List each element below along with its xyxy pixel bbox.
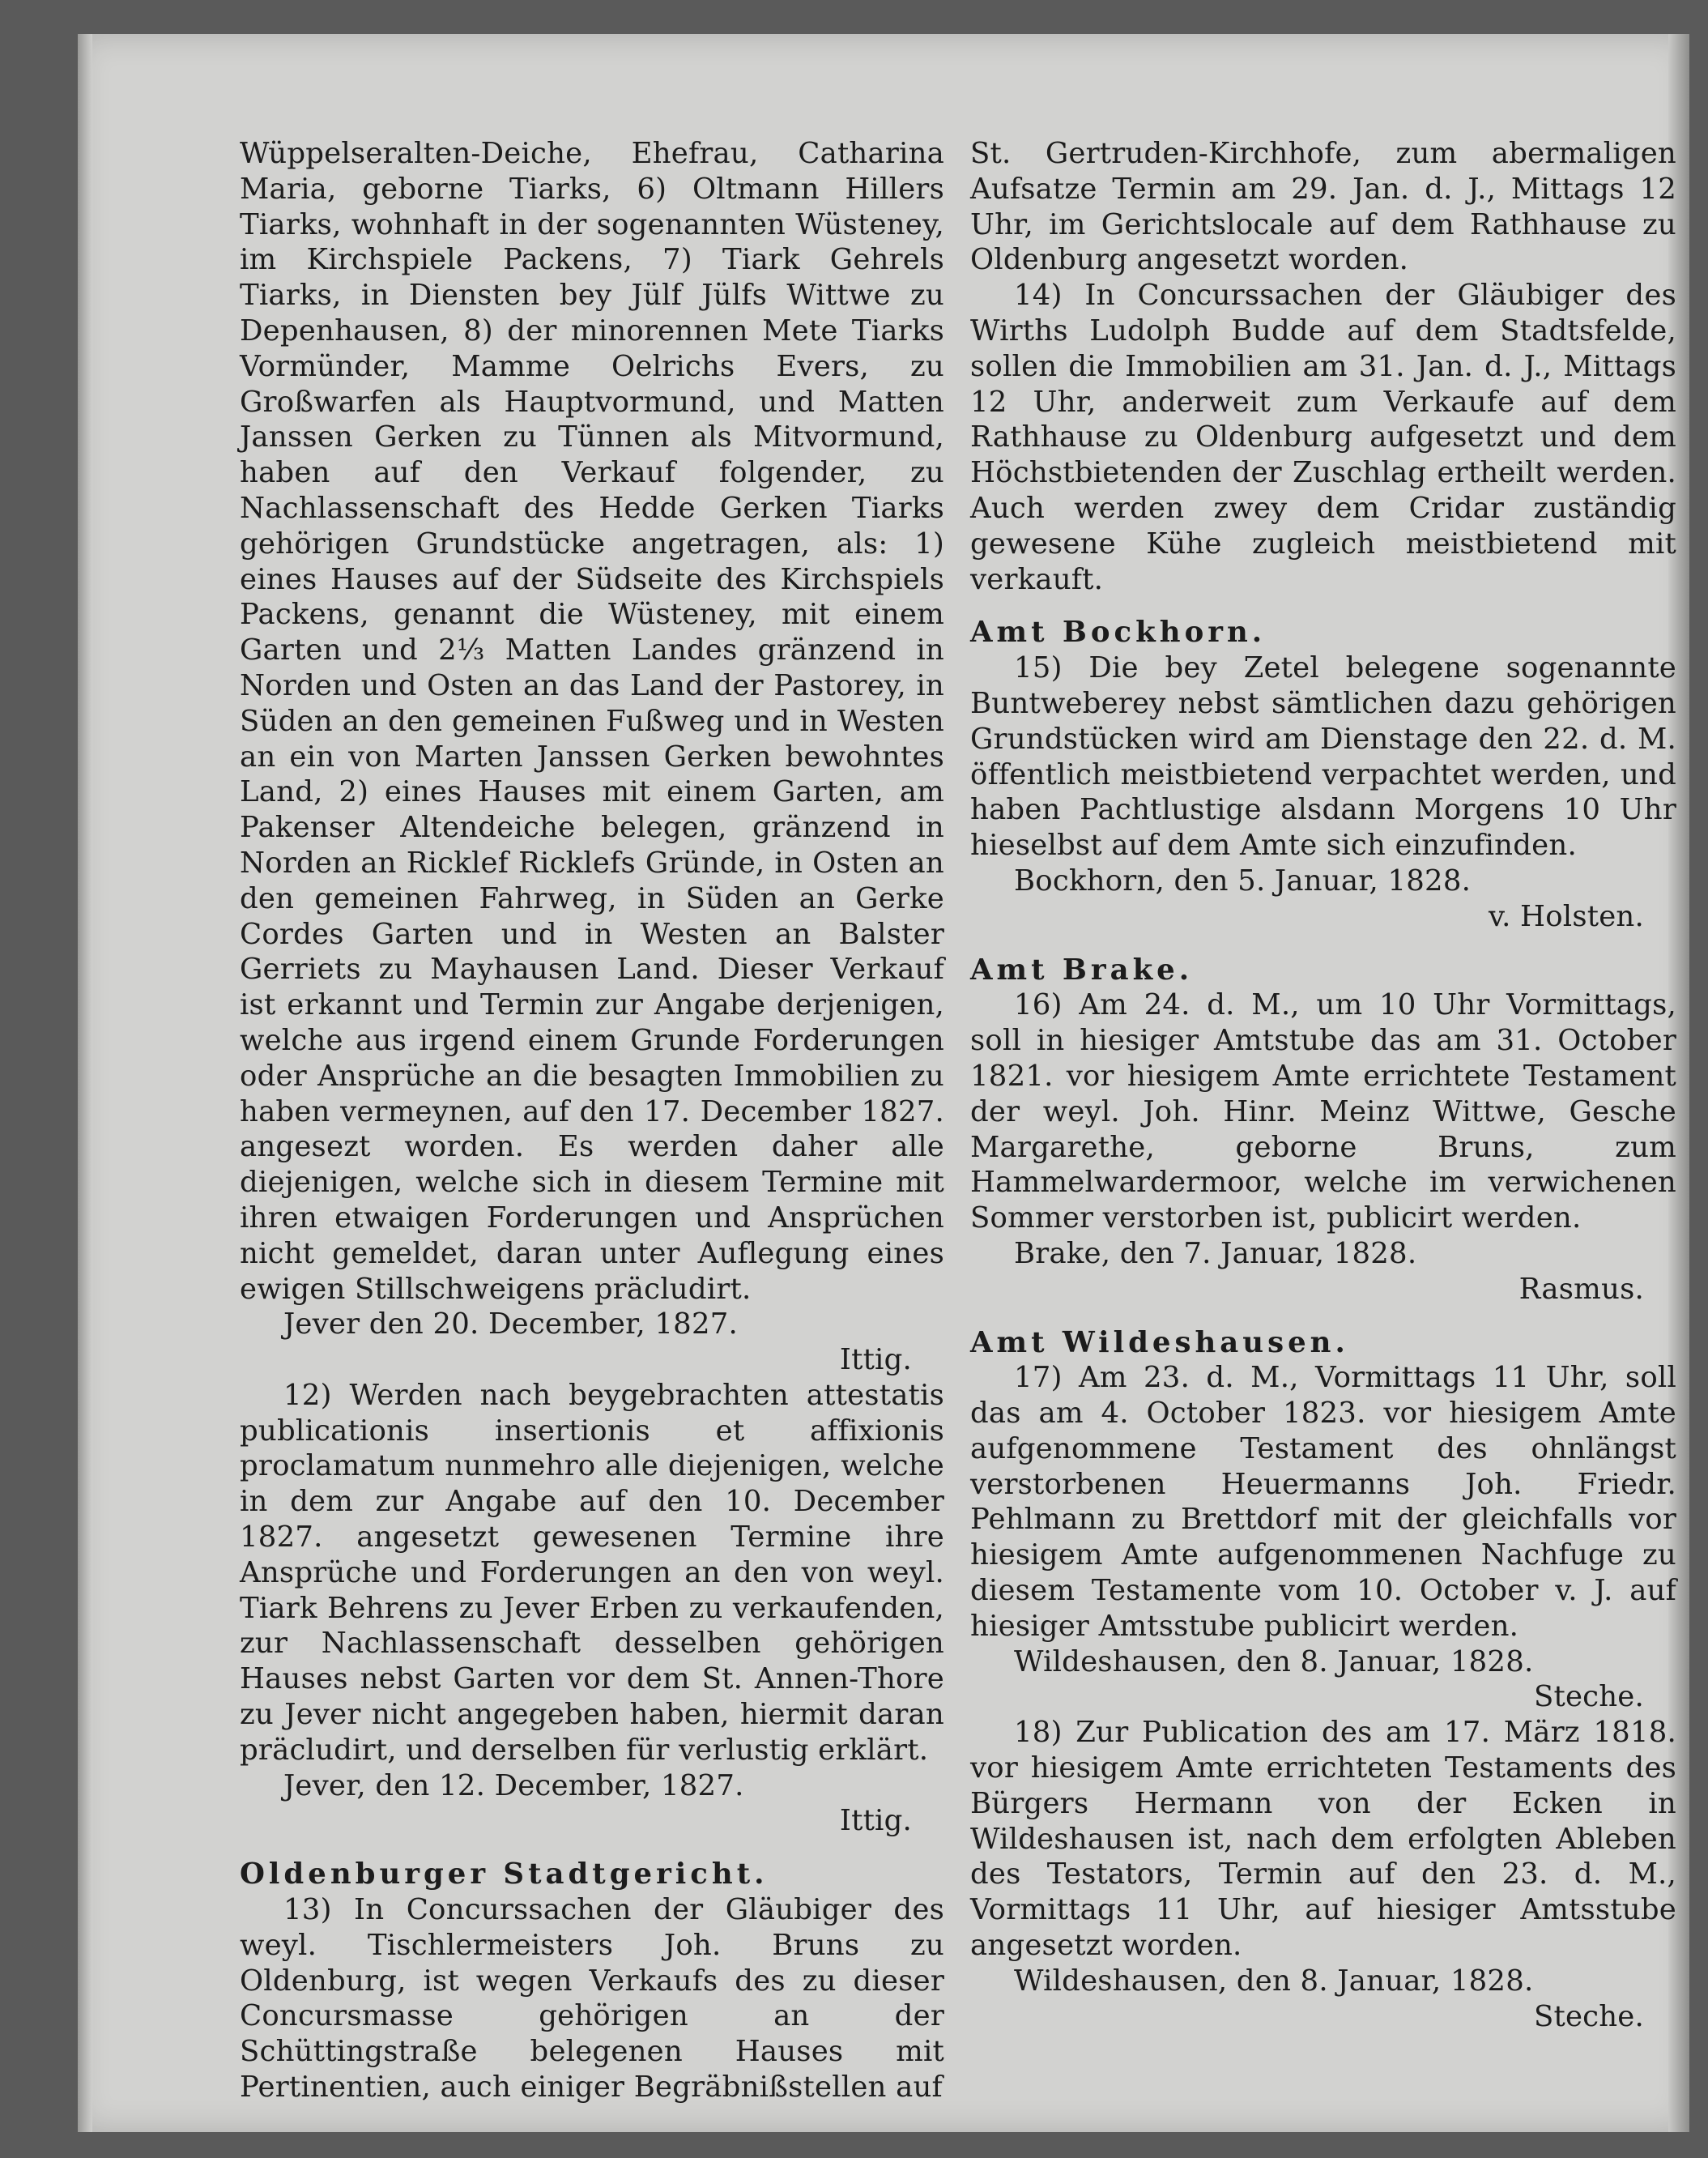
date-line: Jever den 20. December, 1827.	[283, 1307, 739, 1341]
date-line: Jever, den 12. December, 1827.	[283, 1768, 744, 1802]
notice-16: 16) Am 24. d. M., um 10 Uhr Vormittags, soll in hiesiger Amtstube das am 31. October 1821. vor hiesigem Amte errichtete Testament der weyl. Joh. Hinr. Meinz Wittwe, Gesche Margarethe, geborne Bruns, zum Hammelwardermoor, welche im verwichenen Sommer verstorben ist, publicirt werden.	[970, 988, 1676, 1235]
signature: v. Holsten.	[1489, 899, 1644, 933]
notice-15: 15) Die bey Zetel belegene sogenannte Buntweberey nebst sämtlichen dazu gehörigen Grundstücken wird am Dienstage den 22. d. M. öffentlich meistbietend verpachtet werden, und haben Pachtlustige alsdann Morgens 10 Uhr hieselbst auf dem Amte sich einzufinden.	[970, 651, 1676, 863]
date-line: Wildeshausen, den 8. Januar, 1828.	[1014, 1644, 1534, 1678]
section-heading-stadtgericht: Oldenburger Stadtgericht.	[240, 1857, 769, 1891]
date-line: Bockhorn, den 5. Januar, 1828.	[1014, 864, 1472, 898]
signature: Steche.	[1533, 1999, 1644, 2033]
left-column	[240, 136, 944, 2105]
right-column	[970, 136, 1676, 2034]
notice-12: 12) Werden nach beygebrachten attestatis publicationis insertionis et affixionis proclamatum nunmehro alle diejenigen, welche in dem zur Angabe auf den 10. December 1827. angesetzt gewesenen Termine ihre Ansprüche und Forderungen an den von weyl. Tiark Behrens zu Jever Erben zu verkaufenden, zur Nachlassenschaft desselben gehörigen Hauses nebst Garten vor dem St. Annen-Thore zu Jever nicht angegeben haben, hiermit daran präcludirt, und derselben für verlustig erklärt.	[240, 1378, 944, 1767]
date-line: Brake, den 7. Januar, 1828.	[1014, 1236, 1417, 1270]
section-heading-bockhorn: Amt Bockhorn.	[970, 616, 1267, 650]
signature: Rasmus.	[1518, 1272, 1644, 1306]
signature: Ittig.	[839, 1343, 912, 1377]
section-heading-wildeshausen: Amt Wildeshausen.	[970, 1325, 1349, 1359]
notice-17: 17) Am 23. d. M., Vormittags 11 Uhr, soll das am 4. October 1823. vor hiesigem Amte aufgenommene Testament des ohnlängst verstorbenen Heuermanns Joh. Friedr. Pehlmann zu Brettdorf mit der gleichfalls vor hiesigem Amte aufgenommenen Nachfuge zu diesem Testamente vom 10. October v. J. auf hiesiger Amtsstube publicirt werden.	[970, 1361, 1676, 1643]
date-line: Wildeshausen, den 8. Januar, 1828.	[1014, 1964, 1534, 1998]
page-left-edge	[78, 34, 92, 2132]
signature: Ittig.	[839, 1804, 912, 1838]
notice-18: 18) Zur Publication des am 17. März 1818. vor hiesigem Amte errichteten Testaments des Bürgers Hermann von der Ecken in Wildeshausen ist, nach dem erfolgten Ableben des Testators, Termin auf den 23. d. M., Vormittags 11 Uhr, auf hiesiger Amtsstube angesetzt worden.	[970, 1716, 1676, 1963]
signature: Steche.	[1533, 1680, 1644, 1714]
section-heading-brake: Amt Brake.	[970, 953, 1194, 987]
notice-13-continued: St. Gertruden-Kirchhofe, zum abermaligen Aufsatze Termin am 29. Jan. d. J., Mittags 12 Uhr, im Gerichtslocale auf dem Rathhause zu Oldenburg angesetzt worden.	[970, 137, 1676, 277]
notice-13: 13) In Concurssachen der Gläubiger des weyl. Tischlermeisters Joh. Bruns zu Oldenburg, ist wegen Verkaufs des zu dieser Concursmasse gehörigen an der Schüttingstraße belegenen Hauses mit Pertinentien, auch einiger Begräbnißstellen auf	[240, 1893, 944, 2105]
notice-14: 14) In Concurssachen der Gläubiger des Wirths Ludolph Budde auf dem Stadtsfelde, sollen die Immobilien am 31. Jan. d. J., Mittags 12 Uhr, anderweit zum Verkaufe auf dem Rathhause zu Oldenburg aufgesetzt und dem Höchstbietenden der Zuschlag ertheilt werden. Auch werden zwey dem Cridar zuständig gewesene Kühe zugleich meistbietend mit verkauft.	[970, 279, 1676, 596]
paragraph-continued: Wüppelseralten-Deiche, Ehefrau, Catharina Maria, geborne Tiarks, 6) Oltmann Hillers Tiarks, wohnhaft in der sogenannten Wüsteney, im Kirchspiele Packens, 7) Tiark Gehrels Tiarks, in Diensten bey Jülf Jülfs Wittwe zu Depenhausen, 8) der minorennen Mete Tiarks Vormünder, Mamme Oelrichs Evers, zu Großwarfen als Hauptvormund, und Matten Janssen Gerken zu Tünnen als Mitvormund, haben auf den Verkauf folgender, zu Nachlassenschaft des Hedde Gerken Tiarks gehörigen Grundstücke angetragen, als: 1) eines Hauses auf der Südseite des Kirchspiels Packens, genannt die Wüsteney, mit einem Garten und 2⅓ Matten Landes gränzend in Norden und Osten an das Land der Pastorey, in Süden an den gemeinen Fußweg und in Westen an ein von Marten Janssen Gerken bewohntes Land, 2) eines Hauses mit einem Garten, am Pakenser Altendeiche belegen, gränzend in Norden an Ricklef Ricklefs Gründe, in Osten an den gemeinen Fahrweg, in Süden an Gerke Cordes Garten und in Westen an Balster Gerriets zu Mayhausen Land. Dieser Verkauf ist erkannt und Termin zur Angabe derjenigen, welche aus irgend einem Grunde Forderungen oder Ansprüche an die besagten Immobilien zu haben vermeynen, auf den 17. December 1827. angesezt worden. Es werden daher alle diejenigen, welche sich in diesem Termine mit ihren etwaigen Forderungen und Ansprüchen nicht gemeldet, daran unter Auflegung eines ewigen Stillschweigens präcludirt.	[240, 137, 944, 1306]
